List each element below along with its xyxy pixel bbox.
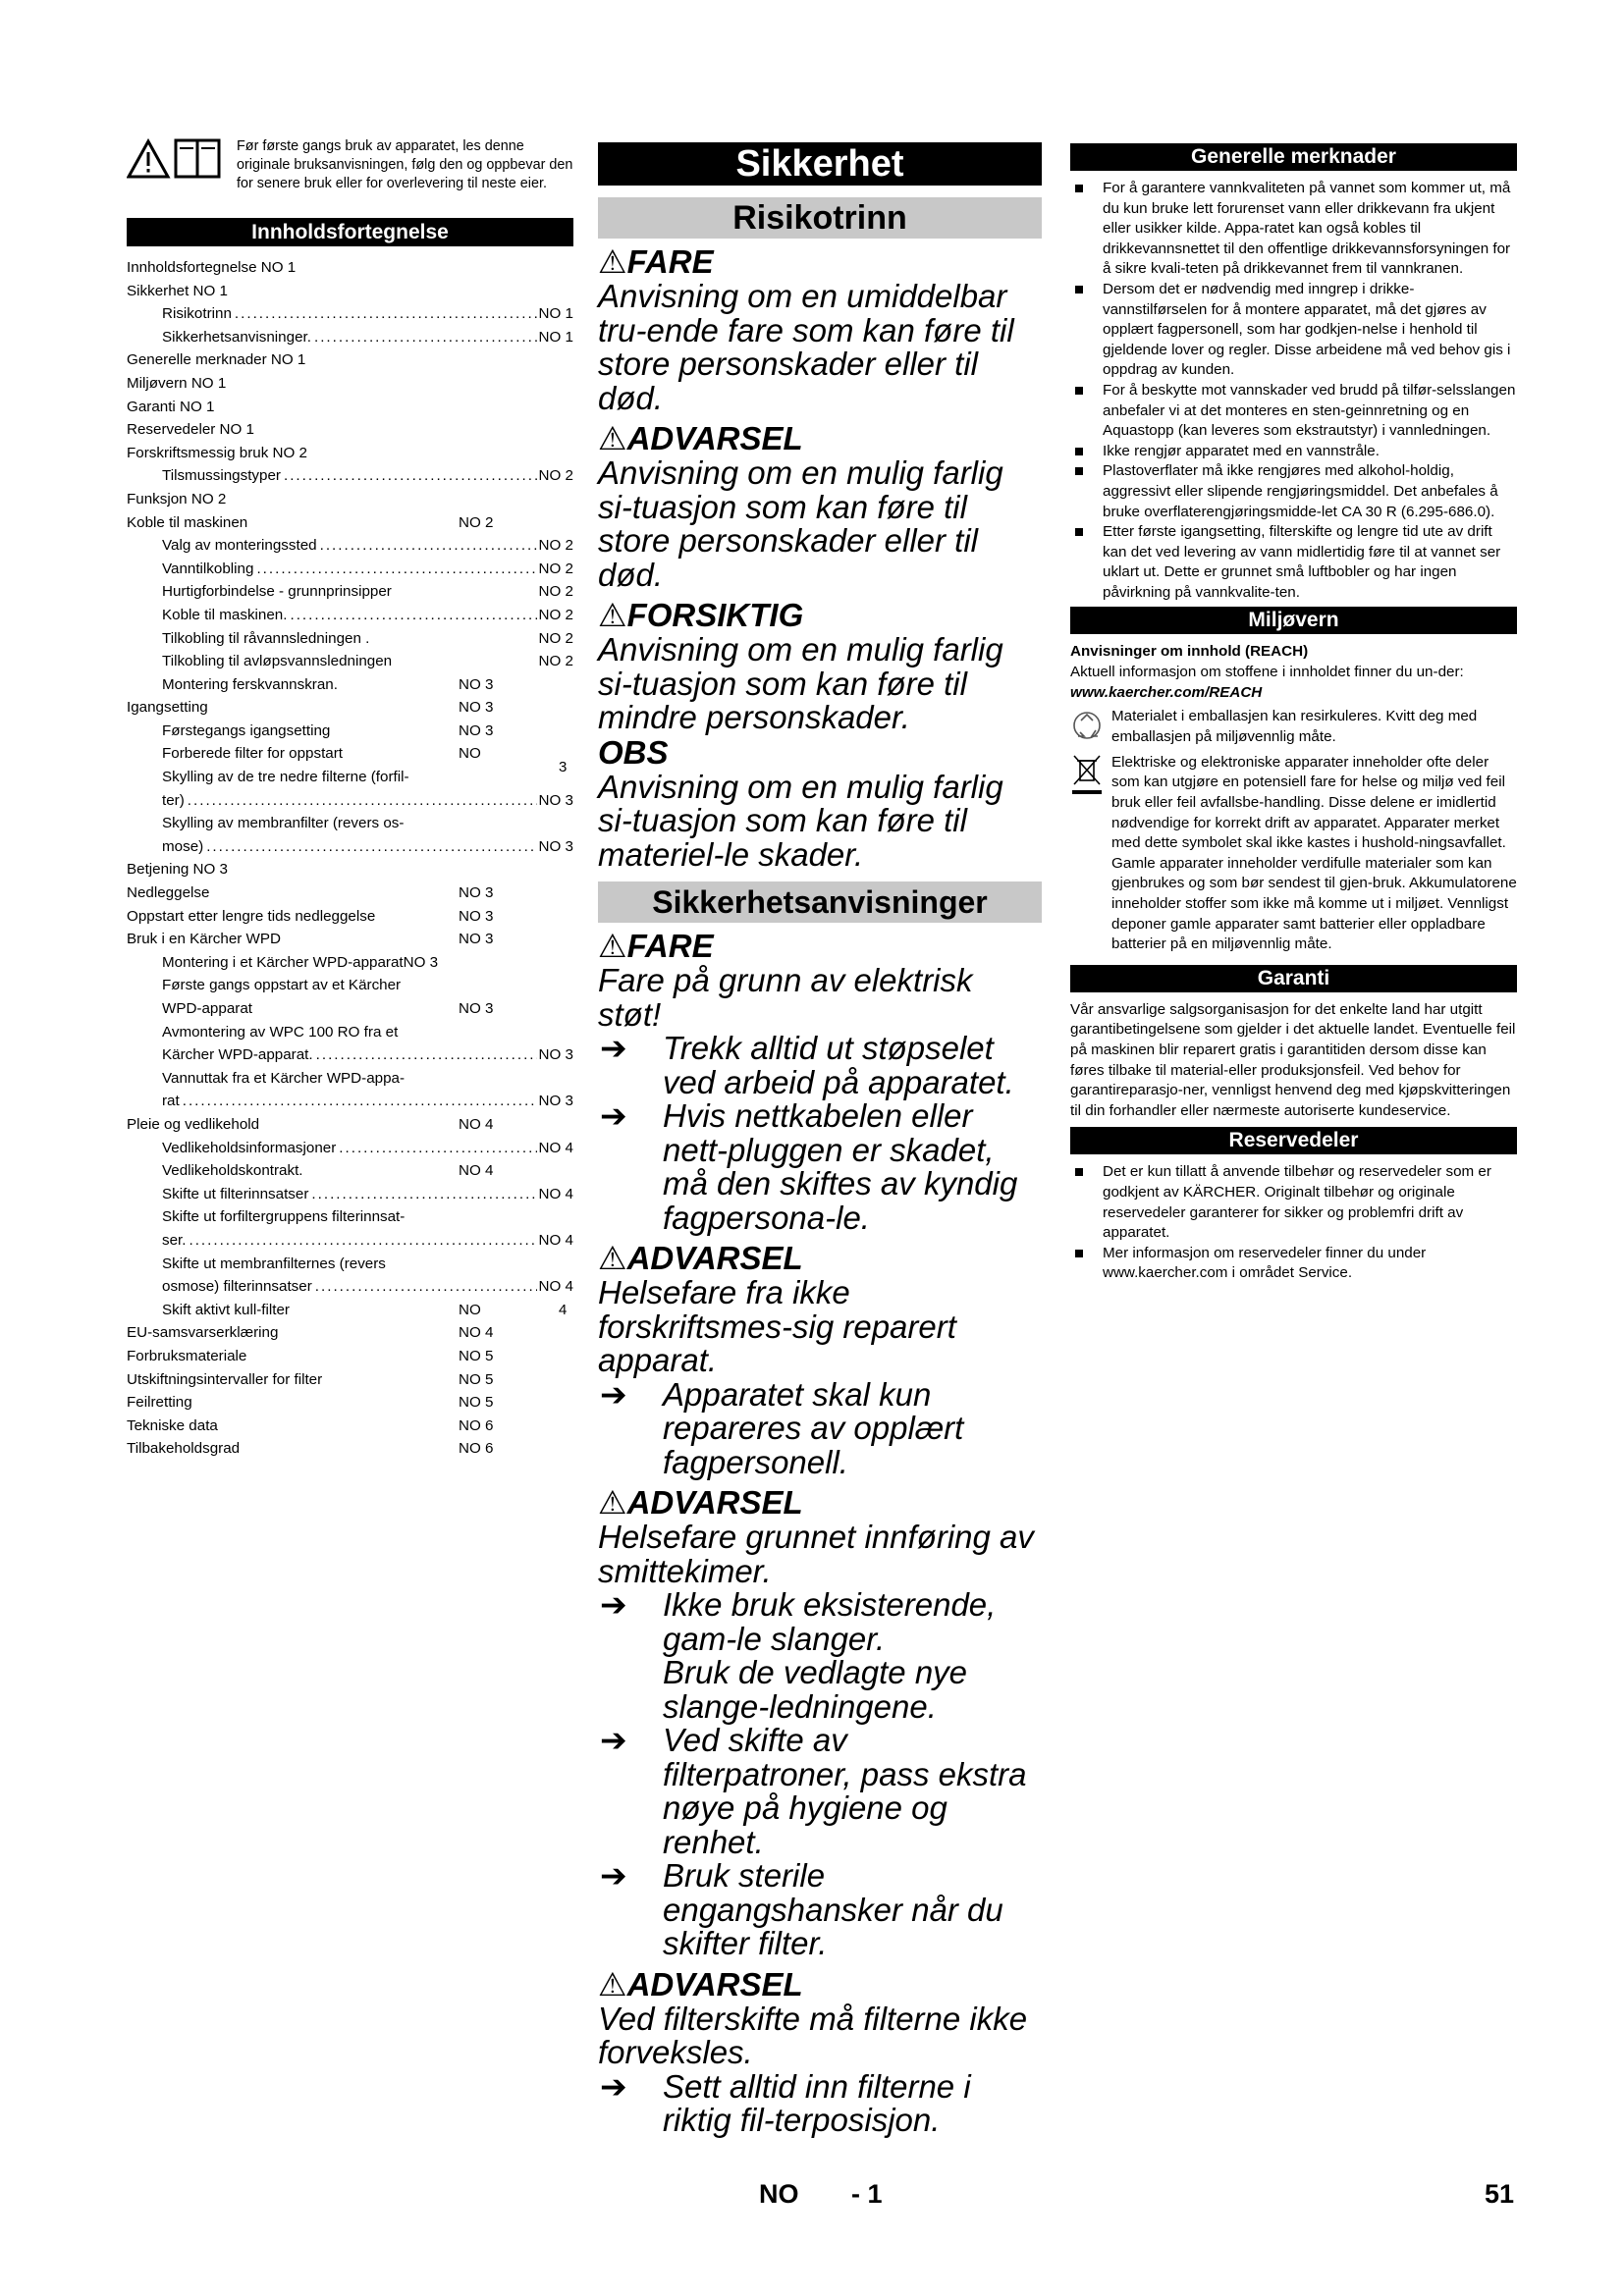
risk-text: Anvisning om en mulig farlig si-tuasjon som kan føre til materiel-le skader. (598, 768, 1003, 873)
signal-word: ADVARSEL (626, 1965, 803, 2002)
toc-leader (317, 534, 537, 558)
crossed-bin-icon (1070, 753, 1111, 955)
toc-entry-page: NO 4 (459, 1115, 494, 1133)
toc-entry (127, 580, 573, 604)
toc-heading: Innholdsfortegnelse (127, 218, 573, 246)
toc-leader (186, 1229, 536, 1253)
toc-entry-page: NO 3 (459, 884, 494, 902)
toc-leader (253, 558, 536, 581)
list-item: For å garantere vannkvaliteten på vannet som kommer ut, må du kun bruke lett forurenset vann eller drikkevann fra ukjent eller usikker kilde. Appa-ratet kan også kobles til drikkevannsnettet til den offentlige drikkevannsforsyningen for å sikre kvali-teten på drikkevannet frem til vannkranen. (1070, 179, 1517, 280)
toc-entry (127, 488, 573, 511)
bullet-icon (1070, 442, 1103, 462)
toc-entry (127, 1368, 573, 1392)
signal-word: FARE (626, 928, 714, 964)
toc-entry-title: Bruk i en Kärcher WPD (127, 931, 281, 948)
toc-entry-page: NO 3 (538, 791, 573, 809)
toc-entry (127, 673, 573, 697)
toc-entry-title: Tilkobling til avløpsvannsledningen (162, 653, 393, 670)
bullet-icon (1070, 280, 1103, 381)
risk-level-fare (598, 244, 1042, 415)
toc-leader (308, 1183, 536, 1206)
toc-entry-title: Koble til maskinen (127, 513, 248, 531)
warning-triangle-icon: ⚠ (598, 243, 627, 280)
toc-entry (127, 280, 573, 303)
toc-entry (127, 905, 573, 929)
toc-entry (127, 1299, 573, 1322)
risk-text: Anvisning om en umiddelbar tru-ende fare som kan føre til store personskader eller til død. (598, 278, 1014, 416)
toc-entry-title: Første gangs oppstart av et Kärcher (162, 977, 402, 994)
warning-text: Helsefare grunnet innføring av smittekimer. (598, 1519, 1034, 1589)
toc-entry-title: Førstegangs igangsetting (162, 721, 331, 739)
footer-language: NO (759, 2179, 799, 2209)
bullet-icon (1070, 1244, 1103, 1284)
toc-entry (127, 418, 573, 442)
toc-entry (127, 835, 573, 859)
toc-entry (127, 1183, 573, 1206)
warning-manual-icons (127, 137, 229, 181)
toc-entry-page: NO (459, 1301, 481, 1318)
arrow-right-icon: ➔ (600, 1375, 627, 1413)
toc-entry-page: NO 3 (459, 931, 494, 948)
toc-entry-page: NO 4 (538, 1231, 573, 1249)
toc-entry-page: NO 1 (538, 328, 573, 346)
warning-triangle-icon: ⚠ (598, 420, 627, 456)
intro-text: Før første gangs bruk av apparatet, les denne originale bruksanvisningen, følg den og oppbevar den for senere bruk eller for overlevering til neste eier. (237, 138, 573, 191)
toc-entry-title: Innholdsfortegnelse NO 1 (127, 259, 297, 276)
toc-leader (312, 1275, 537, 1299)
risk-text: Anvisning om en mulig farlig si-tuasjon som kan føre til store personskader eller til død. (598, 454, 1003, 593)
warning-triangle-icon: ⚠ (598, 1484, 627, 1521)
toc-entry-title: Risikotrinn (162, 305, 232, 323)
environment-heading: Miljøvern (1070, 607, 1517, 634)
toc-entry-title: Avmontering av WPC 100 RO fra et (162, 1023, 399, 1041)
arrow-right-icon: ➔ (600, 1722, 627, 1758)
arrow-right-icon: ➔ (600, 1857, 627, 1894)
toc-entry (127, 1113, 573, 1137)
toc-entry-title: rat (162, 1093, 180, 1110)
list-item: Dersom det er nødvendig med inngrep i drikke-vannstilførselen for å montere apparatet, må det gjøres av opplært fagpersonell, som har godkjen-nelse i henhold til gjeldende lover og regler. Disse arbeidene må ved behov gis i oppdrag av kunden. (1070, 280, 1517, 381)
warning-triangle-icon: ⚠ (598, 1965, 627, 2002)
bullet-icon (1070, 461, 1103, 522)
toc-leader (313, 1043, 537, 1067)
toc-leader (232, 302, 537, 326)
bullet-icon (1070, 179, 1103, 280)
toc-entry-page: NO 3 (538, 837, 573, 855)
general-notes-list (1070, 179, 1517, 603)
toc-entry (127, 1321, 573, 1345)
instruction-step: ➔ Sett alltid inn filterne i riktig fil-terposisjon. (600, 2067, 971, 2138)
toc-entry (127, 511, 573, 535)
toc-entry (127, 1067, 573, 1091)
toc-entry-page: NO 3 (459, 907, 494, 925)
reach-title: Anvisninger om innhold (REACH) (1070, 643, 1309, 661)
toc-entry-title: EU-samsvarserklæring (127, 1324, 279, 1342)
toc-entry (127, 881, 573, 905)
toc-entry-title: Skylling av de tre nedre filterne (forfil- (162, 769, 409, 786)
reach-section (1070, 642, 1517, 703)
toc-entry (127, 858, 573, 881)
risk-level-advarsel (598, 421, 1042, 592)
toc-entry-title: ter) (162, 791, 185, 809)
toc-entry-page: NO 2 (538, 653, 573, 670)
toc-entry-page: NO 5 (459, 1370, 494, 1388)
signal-word: FARE (626, 243, 714, 280)
toc-entry (127, 534, 573, 558)
toc-entry (127, 1159, 573, 1183)
signal-word: ADVARSEL (626, 420, 803, 456)
toc-entry (127, 558, 573, 581)
toc-entry (127, 974, 573, 997)
toc-entry (127, 372, 573, 396)
toc-entry (127, 396, 573, 419)
toc-entry-title: Tekniske data (127, 1416, 218, 1434)
reach-text: Aktuell informasjon om stoffene i innholdet finner du un-der: (1070, 664, 1464, 681)
spare-parts-heading: Reservedeler (1070, 1127, 1517, 1154)
toc-entry (127, 442, 573, 465)
signal-word: FORSIKTIG (626, 597, 804, 633)
toc-entry-title: Garanti NO 1 (127, 398, 215, 415)
toc-leader (287, 604, 536, 627)
toc-leader (180, 1090, 537, 1113)
risk-level-obs (598, 735, 1042, 873)
toc-entry-title: Generelle merknader NO 1 (127, 351, 306, 369)
warning-triangle-icon: ⚠ (598, 1240, 627, 1276)
toc-entry-page: NO 3 (538, 1093, 573, 1110)
toc-entry-page: NO 3 (459, 699, 494, 717)
toc-leader (336, 1137, 536, 1160)
toc-entry-title: Utskiftningsintervaller for filter (127, 1370, 323, 1388)
toc-entry (127, 1229, 573, 1253)
signal-word: OBS (598, 733, 669, 771)
warning-text: Helsefare fra ikke forskriftsmes-sig reparert apparat. (598, 1274, 956, 1378)
toc-entry (127, 997, 573, 1021)
warning-triangle-icon: ⚠ (598, 597, 627, 633)
toc-entry (127, 1137, 573, 1160)
toc-entry-page: NO 4 (459, 1162, 494, 1180)
toc-entry-page: NO 6 (459, 1416, 494, 1434)
warning-triangle-book-icon (127, 137, 229, 181)
toc-entry-page: NO 1 (538, 305, 573, 323)
side-number: 3 (559, 759, 568, 775)
toc-entry-title: Pleie og vedlikehold (127, 1115, 260, 1133)
toc-leader (281, 464, 537, 488)
arrow-right-icon: ➔ (600, 1097, 627, 1134)
intro-notice (127, 137, 573, 212)
toc-entry-page: NO 6 (459, 1440, 494, 1458)
toc-entry-title: Tilbakeholdsgrad (127, 1440, 241, 1458)
toc-entry-title: Montering ferskvannskran. (162, 675, 338, 693)
toc-entry-title: Kärcher WPD-apparat. (162, 1046, 313, 1064)
toc-entry (127, 928, 573, 951)
toc-entry (127, 766, 573, 789)
spare-parts-list (1070, 1162, 1517, 1284)
toc-entry (127, 1021, 573, 1044)
toc-leader (203, 835, 536, 859)
list-item: Mer informasjon om reservedeler finner du under www.kaercher.com i området Service. (1070, 1244, 1517, 1284)
instruction-step: ➔ Ikke bruk eksisterende, gam-le slanger. (600, 1586, 997, 1657)
arrow-right-icon: ➔ (600, 1586, 627, 1623)
toc-entry (127, 720, 573, 743)
bullet-icon (1070, 522, 1103, 603)
toc-entry-page: NO 4 (538, 1185, 573, 1202)
toc-entry (127, 256, 573, 280)
toc-entry-title: Forbruksmateriale (127, 1347, 247, 1364)
toc-entry-title: Skifte ut filterinnsatser (162, 1185, 309, 1202)
list-item: Plastoverflater må ikke rengjøres med alkohol-holdig, aggressivt eller slipende rengjøringsmiddel. Det anbefales å bruke overflaterengjøringsmidde-let CA 30 R (6.295-686.0). (1070, 461, 1517, 522)
side-number: 4 (559, 1302, 568, 1318)
toc-entry-page: NO 2 (538, 560, 573, 577)
toc-entry-title: ser. (162, 1231, 187, 1249)
toc-entry-page: NO 3 (459, 721, 494, 739)
toc-entry (127, 302, 573, 326)
list-item: For å beskytte mot vannskader ved brudd på tilfør-selsslangen anbefaler vi at det monteres en sten-geinnretning og en Aquastopp (kan leveres som ekstrautstyr) i vannledningen. (1070, 381, 1517, 442)
toc-entry-page: NO 5 (459, 1394, 494, 1412)
toc-entry-title: Nedleggelse (127, 884, 210, 902)
toc-entry-title: Feilretting (127, 1394, 192, 1412)
toc-entry-title: Reservedeler NO 1 (127, 421, 254, 439)
safety-instructions-heading: Sikkerhetsanvisninger (598, 881, 1042, 923)
toc-entry-title: Skifte ut membranfilternes (revers (162, 1255, 386, 1272)
toc-entry-title: mose) (162, 837, 204, 855)
toc-leader (185, 789, 537, 813)
toc-entry-title: Vedlikeholdsinformasjoner (162, 1139, 337, 1156)
footer-local-page: - 1 (851, 2179, 883, 2209)
bullet-icon (1070, 1162, 1103, 1243)
toc-entry-page: NO 2 (538, 583, 573, 601)
list-item: Etter første igangsetting, filterskifte og lengre tid ute av drift kan det ved levering av vann midlertidig føre til at vannet ser uklart ut. Dette er grunnet små luftbobler og har ingen påvirkning på vannkvalite-ten. (1070, 522, 1517, 603)
instruction-step: ➔ Hvis nettkabelen eller nett-pluggen er skadet, må den skiftes av kyndig fagpersona-le. (600, 1097, 1018, 1236)
toc-entry-title: Igangsetting (127, 699, 208, 717)
arrow-right-icon: ➔ (600, 2067, 627, 2105)
recycle-note: Materialet i emballasjen kan resirkuleres. Kvitt deg med emballasjen på miljøvennlig måte. (1070, 707, 1517, 751)
toc-entry (127, 1391, 573, 1415)
toc-entry-title: Koble til maskinen. (162, 606, 288, 623)
toc-entry (127, 789, 573, 813)
toc-entry-title: Vanntilkobling (162, 560, 254, 577)
toc-entry (127, 326, 573, 349)
toc-entry-page: NO 2 (459, 513, 494, 531)
toc-entry (127, 1415, 573, 1438)
toc-entry (127, 627, 573, 651)
toc-entry-page: NO 2 (538, 467, 573, 485)
bullet-icon (1070, 381, 1103, 442)
toc-entry-page: NO 4 (459, 1324, 494, 1342)
toc-entry-page: NO 5 (459, 1347, 494, 1364)
toc-entry-title: Sikkerhet NO 1 (127, 282, 228, 299)
toc-entry-title: Valg av monteringssted (162, 537, 317, 555)
instruction-step: ➔ Ved skifte av filterpatroner, pass ekstra nøye på hygiene og renhet. (600, 1722, 1027, 1860)
toc-entry-title: Miljøvern NO 1 (127, 374, 227, 392)
toc-entry-title: Vedlikeholdskontrakt. (162, 1162, 303, 1180)
list-item: Det er kun tillatt å anvende tilbehør og reservedeler som er godkjent av KÄRCHER. Originalt tilbehør og originale reservedeler garanterer for sikker og problemfri drift av apparatet. (1070, 1162, 1517, 1243)
toc-entry-title: osmose) filterinnsatser (162, 1278, 312, 1296)
toc-entry (127, 1253, 573, 1276)
warning-text: Ved filterskifte må filterne ikke forveksles. (598, 2000, 1028, 2070)
toc-entry (127, 1437, 573, 1461)
toc-entry (127, 1275, 573, 1299)
toc-entry (127, 742, 573, 766)
toc-entry (127, 348, 573, 372)
instruction-step: ➔ Trekk alltid ut støpselet ved arbeid på apparatet. (600, 1030, 1014, 1100)
toc-entry (127, 951, 573, 975)
safety-title: Sikkerhet (598, 142, 1042, 186)
toc-entry-page: NO 3 (459, 675, 494, 693)
toc-entry-page: NO 2 (538, 629, 573, 647)
warranty-heading: Garanti (1070, 965, 1517, 992)
signal-word: ADVARSEL (626, 1240, 803, 1276)
toc-entry-title: WPD-apparat (162, 1000, 253, 1017)
toc-entry-title: Skifte ut forfiltergruppens filterinnsat- (162, 1208, 406, 1226)
instruction-continuation: Bruk de vedlagte nye slange-ledningene. (663, 1654, 968, 1725)
toc-entry-title: Sikkerhetsanvisninger. (162, 328, 311, 346)
toc-entry-title: Funksjon NO 2 (127, 490, 227, 507)
toc-entry (127, 464, 573, 488)
toc-entry-title: Skylling av membranfilter (revers os- (162, 815, 405, 832)
left-column (127, 137, 573, 1461)
toc-entry-title: Forskriftsmessig bruk NO 2 (127, 444, 307, 461)
toc-leader (311, 326, 537, 349)
toc-entry-page: NO 4 (538, 1278, 573, 1296)
weee-note: Elektriske og elektroniske apparater inneholder ofte deler som kan utgjøre en potensiell fare for helse og miljø ved feil bruk eller feil avfallsbe-handling. Disse delene er imidlertid nødvendige for korrekt drift av apparatet. Apparater merket med dette symbolet skal ikke kastes i hushold-ningsavfallet. Gamle apparater inneholder verdifulle materialer som kan gjenbrukes og som bør sendest til gjen-bruk. Akkumulatorene inneholder stoffer som ikke må komme ut i miljøet. Vennligst deponer gamle apparater samt batterier eller oppladbare batterier på en miljøvennlig måte. (1070, 753, 1517, 955)
toc-entry-page: NO 4 (538, 1139, 573, 1156)
warning-triangle-icon: ⚠ (598, 928, 627, 964)
toc-entry-title: Betjening NO 3 (127, 861, 228, 879)
toc-entry (127, 1090, 573, 1113)
toc-entry-page: NO 2 (538, 606, 573, 623)
toc-entry-page: NO (459, 745, 481, 763)
toc-entry-title: Tilkobling til råvannsledningen . (162, 629, 370, 647)
reach-link[interactable]: www.kaercher.com/REACH (1070, 683, 1263, 701)
toc-entry-title: Vannuttak fra et Kärcher WPD-appa- (162, 1069, 406, 1087)
list-item: Ikke rengjør apparatet med en vannstråle. (1070, 442, 1517, 462)
recycle-icon (1070, 707, 1111, 751)
toc-entry (127, 1345, 573, 1368)
toc-entry-title: Oppstart etter lengre tids nedleggelse (127, 907, 376, 925)
risk-levels-heading: Risikotrinn (598, 197, 1042, 239)
right-column (1070, 137, 1517, 1284)
risk-text: Anvisning om en mulig farlig si-tuasjon som kan føre til mindre personskader. (598, 631, 1003, 735)
general-notes-heading: Generelle merknader (1070, 143, 1517, 171)
arrow-right-icon: ➔ (600, 1030, 627, 1066)
toc-entry (127, 1043, 573, 1067)
toc-entry-page: NO 3 (459, 1000, 494, 1017)
toc-entry (127, 812, 573, 835)
instruction-step: ➔ Apparatet skal kun repareres av opplært fagpersonell. (600, 1375, 964, 1480)
warranty-text: Vår ansvarlige salgsorganisasjon for det enkelte land har utgitt garantibetingelsene som gjelder i det aktuelle landet. Eventuelle feil på maskinen blir reparert gratis i garantitiden dersom disse kan føres tilbake til material-eller produksjonsfeil. Ved behov for garantireparasjo-ner, vennligst henvend deg med kjøpskvitteringen til din forhandler eller nærmeste autoriserte kundeservice. (1070, 1000, 1516, 1119)
toc-entry (127, 696, 573, 720)
footer-page-number: 51 (1485, 2179, 1515, 2209)
toc-entry (127, 1205, 573, 1229)
risk-level-forsiktig (598, 598, 1042, 735)
table-of-contents (127, 256, 573, 1461)
toc-entry-title: Hurtigforbindelse - grunnprinsipper (162, 583, 392, 601)
toc-entry (127, 604, 573, 627)
toc-entry-title: Montering i et Kärcher WPD-apparatNO 3 (162, 953, 439, 971)
instruction-step: ➔ Bruk sterile engangshansker når du skifter filter. (600, 1857, 1003, 1961)
toc-entry (127, 650, 573, 673)
warning-text: Fare på grunn av elektrisk støt! (598, 962, 973, 1033)
middle-column (598, 137, 1042, 2138)
toc-entry-title: Skift aktivt kull-filter (162, 1301, 290, 1318)
toc-entry-title: Forberede filter for oppstart (162, 745, 344, 763)
signal-word: ADVARSEL (626, 1484, 803, 1521)
toc-entry-page: NO 2 (538, 537, 573, 555)
toc-entry-title: Tilsmussingstyper (162, 467, 281, 485)
toc-entry-page: NO 3 (538, 1046, 573, 1064)
